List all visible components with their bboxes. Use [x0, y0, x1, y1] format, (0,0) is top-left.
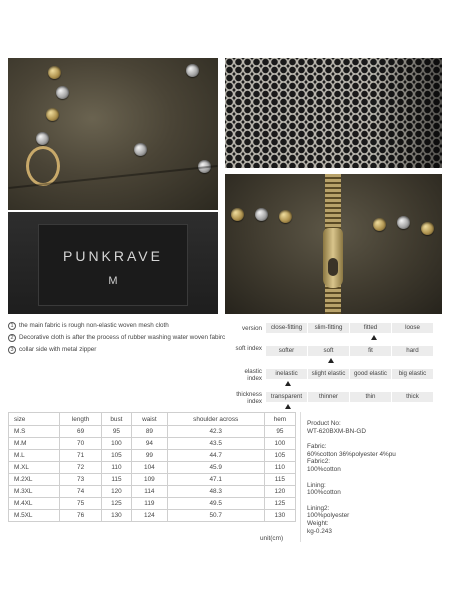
fabric2-value: 100%cotton	[307, 465, 341, 473]
table-cell: M.2XL	[9, 474, 60, 486]
table-cell: 45.9	[167, 462, 264, 474]
table-cell: M.L	[9, 450, 60, 462]
selected-marker-icon	[328, 358, 334, 363]
column-header: hem	[264, 413, 295, 426]
table-cell: 48.3	[167, 486, 264, 498]
table-cell: 109	[132, 474, 167, 486]
table-row	[9, 462, 296, 474]
table-cell: 124	[132, 510, 167, 522]
table-cell: 73	[60, 474, 101, 486]
lining-label: Lining:	[307, 481, 326, 489]
note-number: 1	[8, 322, 16, 330]
attr-option: hard	[392, 346, 434, 356]
fabric-value: 60%cotton 36%polyester 4%pu	[307, 450, 396, 458]
attr-option: softer	[266, 346, 308, 356]
table-cell: 130	[101, 510, 131, 522]
table-cell: 105	[264, 450, 295, 462]
table-cell: 50.7	[167, 510, 264, 522]
unit-note: unit(cm)	[260, 535, 284, 542]
table-cell: 115	[101, 474, 131, 486]
silver-stud-icon	[36, 132, 49, 145]
gold-stud-icon	[279, 210, 292, 223]
product-no-value: WT-620BXM-BN-GD	[307, 427, 366, 435]
table-cell: 100	[101, 438, 131, 450]
column-header: length	[60, 413, 101, 426]
table-row	[9, 486, 296, 498]
table-row	[9, 438, 296, 450]
size-table	[8, 412, 296, 522]
brand-name: PUNKRAVE	[63, 248, 163, 264]
table-cell: M.5XL	[9, 510, 60, 522]
table-cell: 76	[60, 510, 101, 522]
table-cell: M.4XL	[9, 498, 60, 510]
table-row	[9, 474, 296, 486]
zipper-pull-icon	[323, 228, 343, 288]
attr-option: soft	[308, 346, 350, 356]
section-divider	[300, 412, 301, 542]
gold-stud-icon	[48, 66, 61, 79]
feature-note	[8, 346, 228, 354]
table-cell: 105	[101, 450, 131, 462]
attr-name: elastic index	[244, 368, 262, 382]
detail-photo-mesh	[225, 58, 442, 168]
table-cell: 120	[264, 486, 295, 498]
attr-option: thin	[350, 392, 392, 402]
table-cell: 125	[101, 498, 131, 510]
table-cell: 104	[132, 462, 167, 474]
table-cell: 75	[60, 498, 101, 510]
attr-row-version	[232, 322, 442, 344]
attr-option: good elastic	[350, 369, 392, 379]
note-text: Decorative cloth is after the process of rubber washing water woven fabirc	[19, 334, 226, 342]
gold-stud-icon	[46, 108, 59, 121]
attr-option: thinner	[308, 392, 350, 402]
selected-marker-icon	[285, 404, 291, 409]
table-cell: 74	[60, 486, 101, 498]
silver-stud-icon	[186, 64, 199, 77]
table-cell: 69	[60, 426, 101, 438]
attr-row-elastic	[232, 368, 442, 390]
silver-stud-icon	[397, 216, 410, 229]
table-cell: 71	[60, 450, 101, 462]
table-cell: 70	[60, 438, 101, 450]
note-number: 3	[8, 346, 16, 354]
table-row	[9, 450, 296, 462]
lining2-value: 100%polyester	[307, 512, 350, 520]
column-header: shoulder across	[167, 413, 264, 426]
attribute-scale	[232, 322, 442, 414]
fabric2-label: Fabric2:	[307, 458, 331, 466]
product-info	[307, 420, 447, 535]
table-cell: 115	[264, 474, 295, 486]
table-row	[9, 510, 296, 522]
weight-value: kg-0.243	[307, 527, 332, 535]
column-header: size	[9, 413, 60, 426]
table-cell: 125	[264, 498, 295, 510]
table-cell: 43.5	[167, 438, 264, 450]
label-size: M	[108, 275, 118, 287]
attr-row-thickness	[232, 391, 442, 413]
product-no-label: Product No:	[307, 420, 341, 427]
attr-option: thick	[392, 392, 434, 402]
table-cell: 44.7	[167, 450, 264, 462]
attr-option: fit	[350, 346, 392, 356]
table-cell: M.S	[9, 426, 60, 438]
brand-label-tag	[38, 224, 188, 306]
column-header: waist	[132, 413, 167, 426]
attr-option: slim-fitting	[308, 323, 350, 333]
table-cell: M.3XL	[9, 486, 60, 498]
table-cell: 72	[60, 462, 101, 474]
table-cell: 114	[132, 486, 167, 498]
selected-marker-icon	[285, 381, 291, 386]
attr-name: thickness index	[236, 391, 262, 405]
gold-stud-icon	[421, 222, 434, 235]
table-cell: M.XL	[9, 462, 60, 474]
gold-stud-icon	[373, 218, 386, 231]
feature-note	[8, 334, 228, 342]
lining2-label: Lining2:	[307, 504, 330, 512]
table-cell: 95	[264, 426, 295, 438]
attr-option: inelastic	[266, 369, 308, 379]
attr-option: fitted	[350, 323, 392, 333]
table-cell: 42.3	[167, 426, 264, 438]
note-number: 2	[8, 334, 16, 342]
table-row	[9, 498, 296, 510]
table-cell: 110	[101, 462, 131, 474]
feature-notes	[8, 322, 228, 359]
attr-option: slight elastic	[308, 369, 350, 379]
attr-option: big elastic	[392, 369, 434, 379]
detail-photo-studs	[8, 58, 218, 210]
selected-marker-icon	[371, 335, 377, 340]
table-cell: 130	[264, 510, 295, 522]
gold-stud-icon	[231, 208, 244, 221]
attr-option: loose	[392, 323, 434, 333]
attr-row-soft	[232, 345, 442, 367]
weight-label: Weight:	[307, 519, 329, 527]
table-cell: 89	[132, 426, 167, 438]
table-cell: 100	[264, 438, 295, 450]
attr-name: soft index	[235, 345, 262, 352]
silver-stud-icon	[56, 86, 69, 99]
d-ring-icon	[26, 146, 60, 186]
table-cell: 119	[132, 498, 167, 510]
table-cell: 95	[101, 426, 131, 438]
table-row	[9, 426, 296, 438]
table-cell: 99	[132, 450, 167, 462]
table-cell: 110	[264, 462, 295, 474]
detail-photo-label	[8, 212, 218, 314]
note-text: the main fabric is rough non-elastic woven mesh cloth	[19, 322, 169, 329]
lining-value: 100%cotton	[307, 489, 341, 497]
detail-photo-zipper	[225, 174, 442, 314]
attr-name: version	[242, 325, 262, 332]
table-cell: 47.1	[167, 474, 264, 486]
column-header: bust	[101, 413, 131, 426]
size-table-header	[9, 413, 296, 426]
table-cell: 49.5	[167, 498, 264, 510]
silver-stud-icon	[255, 208, 268, 221]
attr-option: close-fitting	[266, 323, 308, 333]
attr-option: transparent	[266, 392, 308, 402]
table-cell: M.M	[9, 438, 60, 450]
fabric-label: Fabric:	[307, 443, 327, 451]
table-cell: 94	[132, 438, 167, 450]
note-text: collar side with metal zipper	[19, 346, 97, 354]
feature-note	[8, 322, 228, 330]
table-cell: 120	[101, 486, 131, 498]
silver-stud-icon	[134, 143, 147, 156]
